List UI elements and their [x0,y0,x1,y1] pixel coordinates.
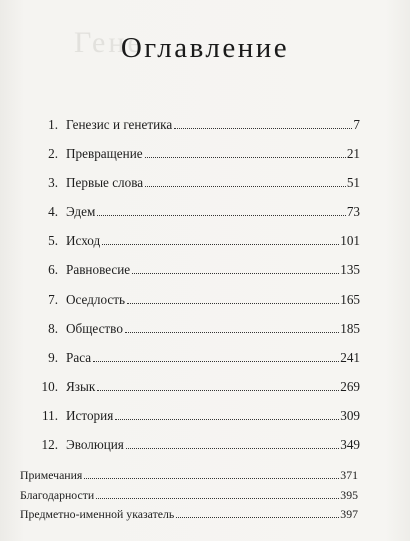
dot-leader [145,157,346,158]
dot-leader [145,186,346,187]
chapter-number: 12. [41,437,58,453]
page-number: 21 [346,146,360,162]
page-number: 241 [340,349,360,365]
dot-leader [127,303,339,304]
section-title: Предметно-именной указатель [20,507,175,521]
dot-leader [125,332,339,333]
chapter-title: История [66,407,114,423]
dot-leader [176,517,339,518]
chapter-title: Общество [66,320,123,336]
chapter-title: Эдем [66,204,96,220]
page-number: 185 [340,320,360,336]
section-title: Примечания [20,468,83,482]
dot-leader [96,498,339,499]
toc-entry [20,487,358,507]
page-number: 101 [340,233,360,249]
toc-entry [30,261,360,290]
toc-entry [30,407,360,436]
dot-leader [97,215,346,216]
chapter-number: 9. [48,349,58,365]
chapter-title: Равновесие [66,262,131,278]
toc-entry [30,232,360,261]
chapter-title: Исход [66,233,101,249]
show-through-text: Гене [74,26,144,59]
toc-entry [30,291,360,320]
toc-entry [30,320,360,349]
toc-entry [30,378,360,407]
chapter-title: Язык [66,378,96,394]
page-number: 395 [340,487,358,502]
chapter-number: 1. [48,117,58,132]
chapter-list [30,116,360,465]
toc-entry [30,203,360,232]
chapter-number: 5. [48,233,58,249]
page-number: 73 [346,204,360,220]
page-number: 397 [340,507,358,521]
chapter-title: Генезис и генетика [66,117,173,132]
toc-entry [20,506,358,526]
chapter-number: 10. [41,378,58,394]
dot-leader [174,128,352,129]
toc-entry [30,145,360,174]
chapter-title: Оседлость [66,291,126,307]
chapter-title: Эволюция [66,437,124,453]
dot-leader [126,448,339,449]
toc-entry [30,436,360,465]
back-matter-list [20,467,358,526]
dot-leader [93,361,339,362]
page-number: 371 [340,468,358,482]
chapter-title: Первые слова [66,175,144,191]
dot-leader [115,419,339,420]
page-number: 7 [353,117,360,132]
page-number: 349 [340,437,360,453]
chapter-number: 3. [48,175,58,191]
chapter-title: Раса [66,349,92,365]
dot-leader [97,390,339,391]
page-number: 269 [340,378,360,394]
chapter-number: 8. [48,320,58,336]
page-number: 309 [340,407,360,423]
dot-leader [84,478,339,479]
dot-leader [132,273,339,274]
chapter-number: 4. [48,204,58,220]
toc-entry [20,467,358,487]
chapter-number: 6. [48,262,58,278]
page-title: Оглавление [120,32,290,64]
section-title: Благодарности [20,487,95,502]
page-number: 51 [346,175,360,191]
chapter-number: 2. [48,146,58,162]
page-number: 135 [340,262,360,278]
chapter-number: 11. [42,407,58,423]
toc-entry [30,349,360,378]
dot-leader [102,244,339,245]
chapter-number: 7. [48,291,58,307]
toc-entry [30,174,360,203]
chapter-title: Превращение [66,146,143,162]
page-number: 165 [340,291,360,307]
toc-entry [30,116,360,145]
